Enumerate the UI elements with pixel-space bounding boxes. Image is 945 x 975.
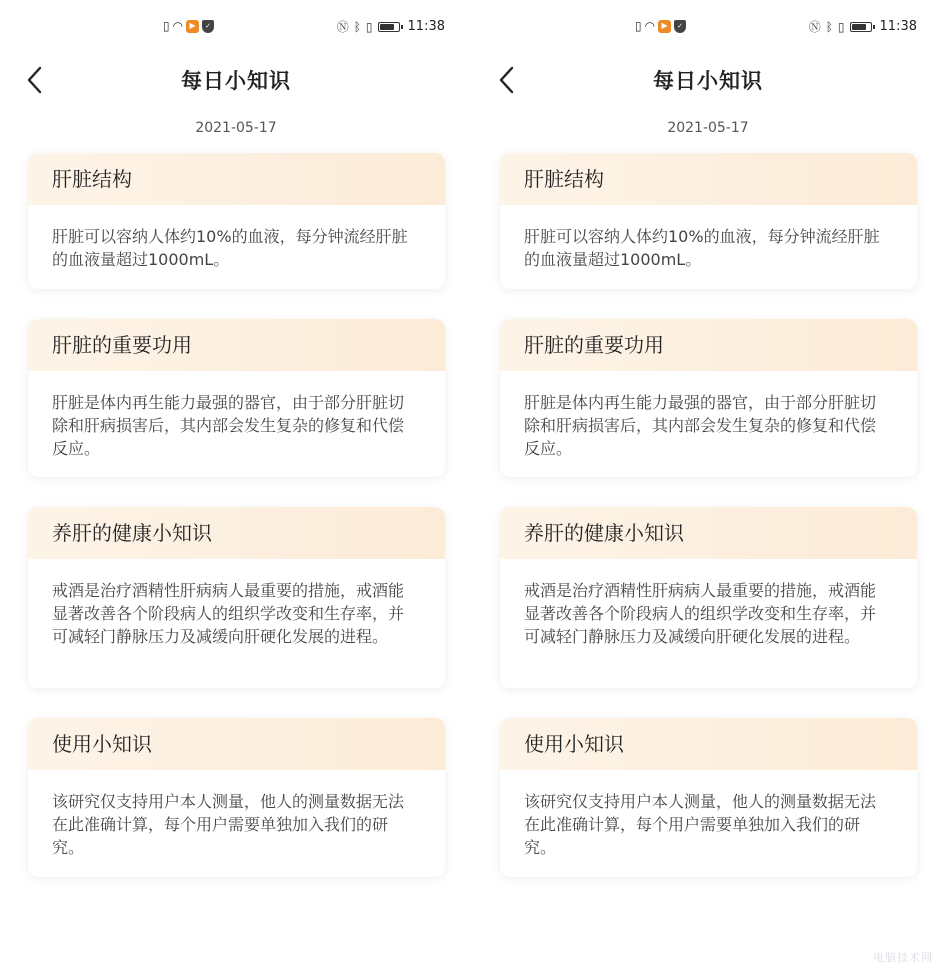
card-title: 肝脏的重要功用 — [500, 319, 917, 371]
card-body: 戒酒是治疗酒精性肝病病人最重要的措施，戒酒能显著改善各个阶段病人的组织学改变和生存率，并可减轻门静脉压力及减缓向肝硬化发展的进程。 — [524, 581, 877, 646]
vibrate-icon: ▯ — [837, 19, 845, 34]
card-title: 肝脏的重要功用 — [28, 319, 445, 371]
card-title: 养肝的健康小知识 — [28, 507, 445, 559]
sim-icon: ▯ — [635, 19, 642, 33]
bluetooth-icon: ᛒ — [825, 19, 833, 34]
shield-icon: ✓ — [202, 20, 214, 33]
card-body: 该研究仅支持用户本人测量，他人的测量数据无法在此准确计算，每个用户需要单独加入我们的研究。 — [524, 792, 877, 857]
card-title: 肝脏结构 — [28, 153, 445, 205]
card-body: 肝脏可以容纳人体约10%的血液，每分钟流经肝脏的血液量超过1000mL。 — [524, 227, 880, 269]
knowledge-card — [500, 153, 917, 289]
card-title: 使用小知识 — [28, 718, 445, 770]
status-bar — [0, 17, 472, 39]
knowledge-card — [500, 319, 917, 477]
page-title: 每日小知识 — [653, 69, 763, 93]
phone-screen-right — [472, 0, 944, 975]
knowledge-card — [28, 153, 445, 289]
wifi-icon: ◠ — [172, 19, 184, 33]
status-bar-right-icons — [337, 19, 445, 34]
card-body: 肝脏可以容纳人体约10%的血液，每分钟流经肝脏的血液量超过1000mL。 — [52, 227, 408, 269]
video-icon: ▶ — [186, 20, 199, 33]
knowledge-card — [500, 507, 917, 688]
date-label: 2021-05-17 — [667, 120, 749, 136]
sim-icon: ▯ — [163, 19, 170, 33]
card-body: 肝脏是体内再生能力最强的器官，由于部分肝脏切除和肝病损害后，其内部会发生复杂的修复和代偿反应。 — [524, 393, 877, 458]
date-label: 2021-05-17 — [195, 120, 277, 136]
card-body: 该研究仅支持用户本人测量，他人的测量数据无法在此准确计算，每个用户需要单独加入我们的研究。 — [52, 792, 405, 857]
status-bar — [472, 17, 944, 39]
vibrate-icon: ▯ — [365, 19, 373, 34]
battery-icon — [850, 22, 872, 32]
nfc-icon: Ⓝ — [808, 19, 821, 34]
card-body: 肝脏是体内再生能力最强的器官，由于部分肝脏切除和肝病损害后，其内部会发生复杂的修复和代偿反应。 — [52, 393, 405, 458]
nav-bar — [472, 60, 944, 100]
page-title: 每日小知识 — [181, 69, 291, 93]
nfc-icon: Ⓝ — [336, 19, 349, 34]
status-time: 11:38 — [407, 19, 445, 34]
card-title: 养肝的健康小知识 — [500, 507, 917, 559]
nav-bar — [0, 60, 472, 100]
battery-icon — [378, 22, 400, 32]
status-bar-left-icons — [163, 19, 214, 33]
card-body: 戒酒是治疗酒精性肝病病人最重要的措施，戒酒能显著改善各个阶段病人的组织学改变和生存率，并可减轻门静脉压力及减缓向肝硬化发展的进程。 — [52, 581, 405, 646]
status-time: 11:38 — [879, 19, 917, 34]
status-bar-right-icons — [809, 19, 917, 34]
knowledge-card — [28, 718, 445, 877]
card-title: 使用小知识 — [500, 718, 917, 770]
card-title: 肝脏结构 — [500, 153, 917, 205]
phone-screen-left — [0, 0, 472, 975]
status-bar-left-icons — [635, 19, 686, 33]
bluetooth-icon: ᛒ — [353, 19, 361, 34]
wifi-icon: ◠ — [644, 19, 656, 33]
knowledge-card — [28, 507, 445, 688]
video-icon: ▶ — [658, 20, 671, 33]
knowledge-card — [28, 319, 445, 477]
shield-icon: ✓ — [674, 20, 686, 33]
watermark: 电脑技术网 — [873, 951, 933, 964]
knowledge-card — [500, 718, 917, 877]
